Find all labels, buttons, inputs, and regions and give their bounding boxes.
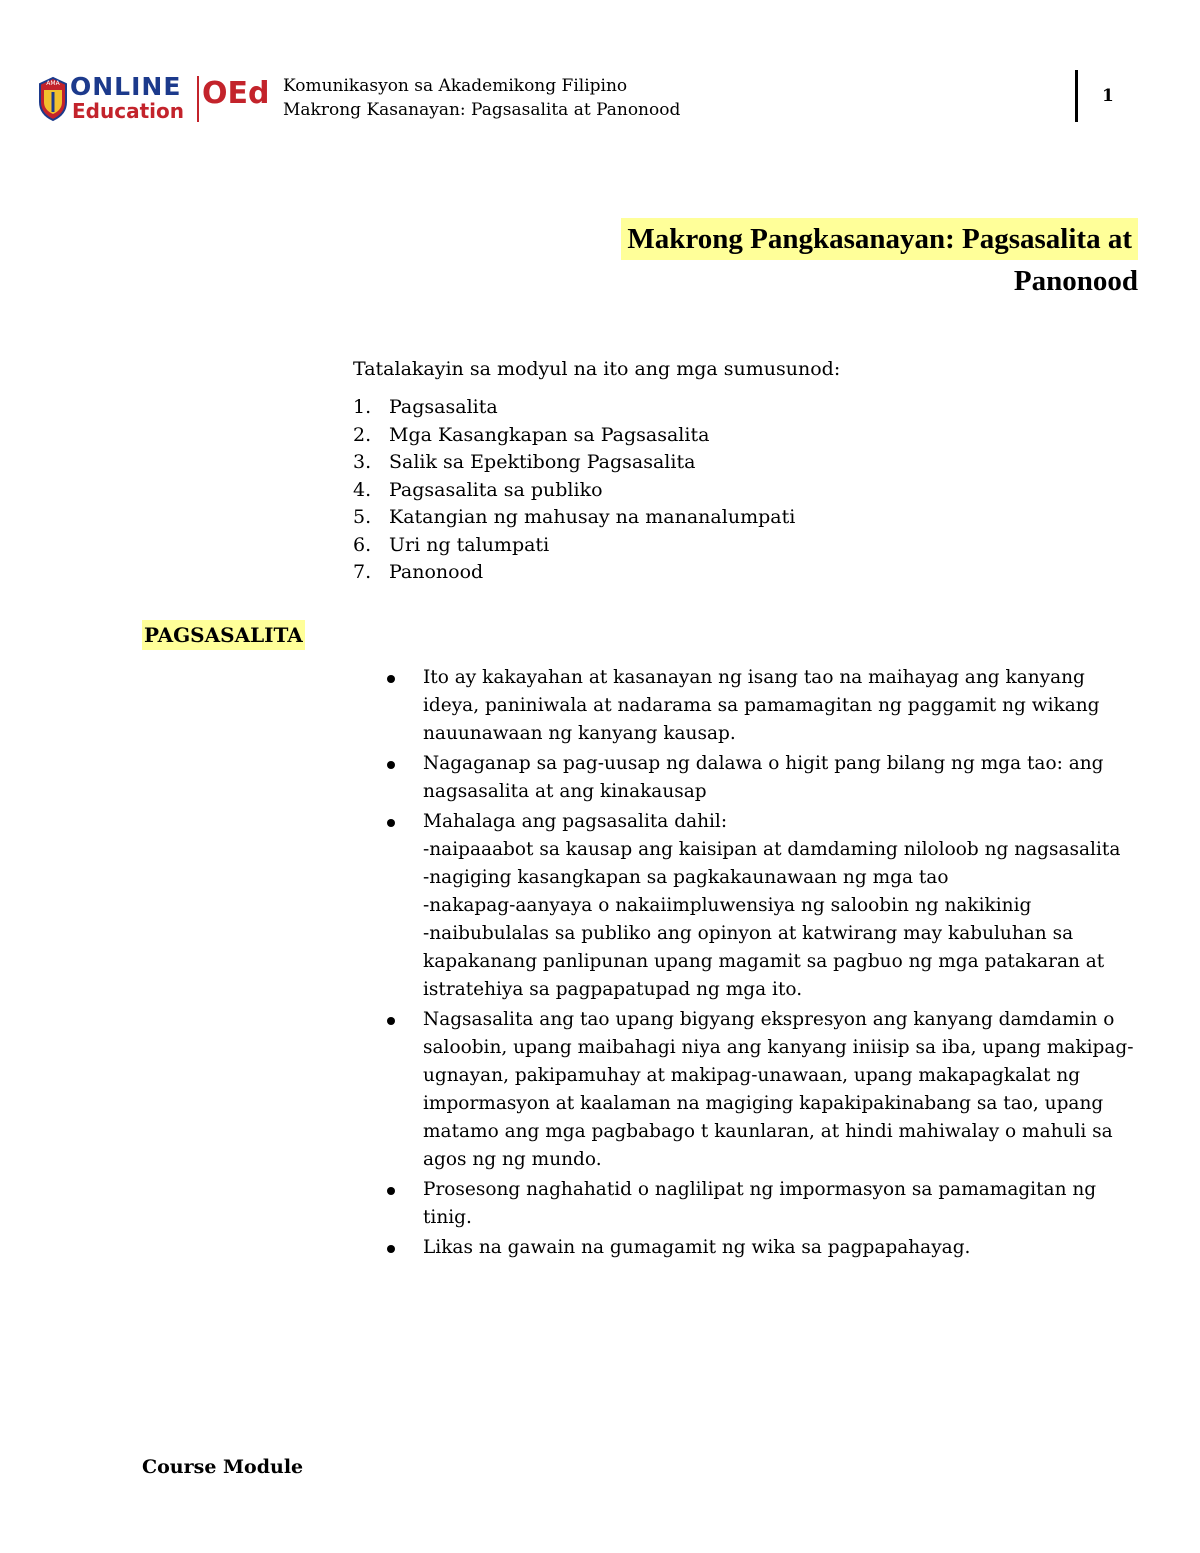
title-line-2: Panonood: [1013, 265, 1138, 297]
bullet-dot-icon: [387, 675, 395, 683]
importance-point: -nakapag-aanyaya o nakaiimpluwensiya ng saloobin ng nakikinig: [423, 895, 1032, 916]
bullet-item: Nagaganap sa pag-uusap ng dalawa o higit pang bilang ng mga tao: ang nagsasalita at ang kinakausap: [423, 750, 1143, 806]
document-title: [621, 218, 1138, 302]
bullet-item: Mahalaga ang pagsasalita dahil: -naipaaabot sa kausap ang kaisipan at damdaming niloloob ng nagsasalita -nagiging kasangkapan sa pagkakaunawaan ng mga tao -nakapag-aanyaya o nakaiimpluwensiya ng saloobin ng nakikinig -naibubulalas sa publiko ang opinyon at katwirang may kabuluhan sa kapakanang panlipunan upang magamit sa pagbuo ng mga patakaran at istratehiya sa pagpapatupad ng mga ito.: [423, 808, 1143, 1004]
topic-item: 3. Salik sa Epektibong Pagsasalita: [353, 451, 696, 473]
bullet-item: Nagsasalita ang tao upang bigyang ekspresyon ang kanyang damdamin o saloobin, upang maibahagi niya ang kanyang iniisip sa iba, upang makipag-ugnayan, pakipamuhay at makipag-unawaan, upang makapagkalat ng impormasyon at kaalaman na magiging kapakipakinabang sa tao, upang matamo ang mga pagbabago t kaunlaran, at hindi mahiwalay o mahuli sa agos ng ng mundo.: [423, 1006, 1143, 1174]
title-line-1: Makrong Pangkasanayan: Pagsasalita at: [621, 218, 1138, 260]
header-divider: [1075, 70, 1078, 122]
bullet-dot-icon: [387, 1017, 395, 1025]
course-title: Komunikasyon sa Akademikong Filipino: [283, 76, 628, 96]
online-education-logo: [38, 70, 278, 126]
pagsasalita-bullets: [423, 664, 1143, 1264]
bullet-dot-icon: [387, 761, 395, 769]
bullet-item: Likas na gawain na gumagamit ng wika sa pagpapahayag.: [423, 1234, 1143, 1262]
page-number: 1: [1102, 86, 1114, 106]
intro-text: Tatalakayin sa modyul na ito ang mga sumusunod:: [353, 358, 841, 380]
logo-oed-text: OEd: [202, 76, 270, 111]
bullet-item: Prosesong naghahatid o naglilipat ng impormasyon sa pamamagitan ng tinig.: [423, 1176, 1143, 1232]
bullet-dot-icon: [387, 819, 395, 827]
section-heading: PAGSASALITA: [142, 620, 305, 650]
importance-point: -naibubulalas sa publiko ang opinyon at katwirang may kabuluhan sa kapakanang panlipunan upang magamit sa pagbuo ng mga patakaran at istratehiya sa pagpapatupad ng mga ito.: [423, 923, 1105, 1000]
topic-item: 2. Mga Kasangkapan sa Pagsasalita: [353, 423, 710, 446]
logo-divider: [197, 76, 199, 122]
bullet-dot-icon: [387, 1245, 395, 1253]
module-title: Makrong Kasanayan: Pagsasalita at Panonood: [283, 100, 681, 120]
importance-point: -naipaaabot sa kausap ang kaisipan at damdaming niloloob ng nagsasalita: [423, 839, 1121, 860]
header-titles: [283, 74, 680, 122]
bullet-dot-icon: [387, 1187, 395, 1195]
logo-seal-text: AMA: [46, 80, 60, 87]
topic-item: 5. Katangian ng mahusay na mananalumpati: [353, 506, 796, 528]
importance-point: -nagiging kasangkapan sa pagkakaunawaan ng mga tao: [423, 867, 949, 888]
bullet-item: Ito ay kakayahan at kasanayan ng isang tao na maihayag ang kanyang ideya, paniniwala at nadarama sa pamamagitan ng paggamit ng wikang nauunawaan ng kanyang kausap.: [423, 664, 1143, 748]
logo-education-text: Education: [72, 99, 184, 123]
shield-icon: [38, 76, 68, 122]
page-footer: Course Module: [142, 1456, 304, 1478]
topic-item: 6. Uri ng talumpati: [353, 533, 550, 556]
topics-list: [353, 394, 795, 587]
topic-item: 7. Panonood: [353, 561, 484, 583]
topic-item: 4. Pagsasalita sa publiko: [353, 478, 603, 501]
topic-item: 1. Pagsasalita: [353, 396, 498, 418]
logo-online-text: ONLINE: [70, 72, 182, 101]
page-header: [38, 70, 1162, 130]
